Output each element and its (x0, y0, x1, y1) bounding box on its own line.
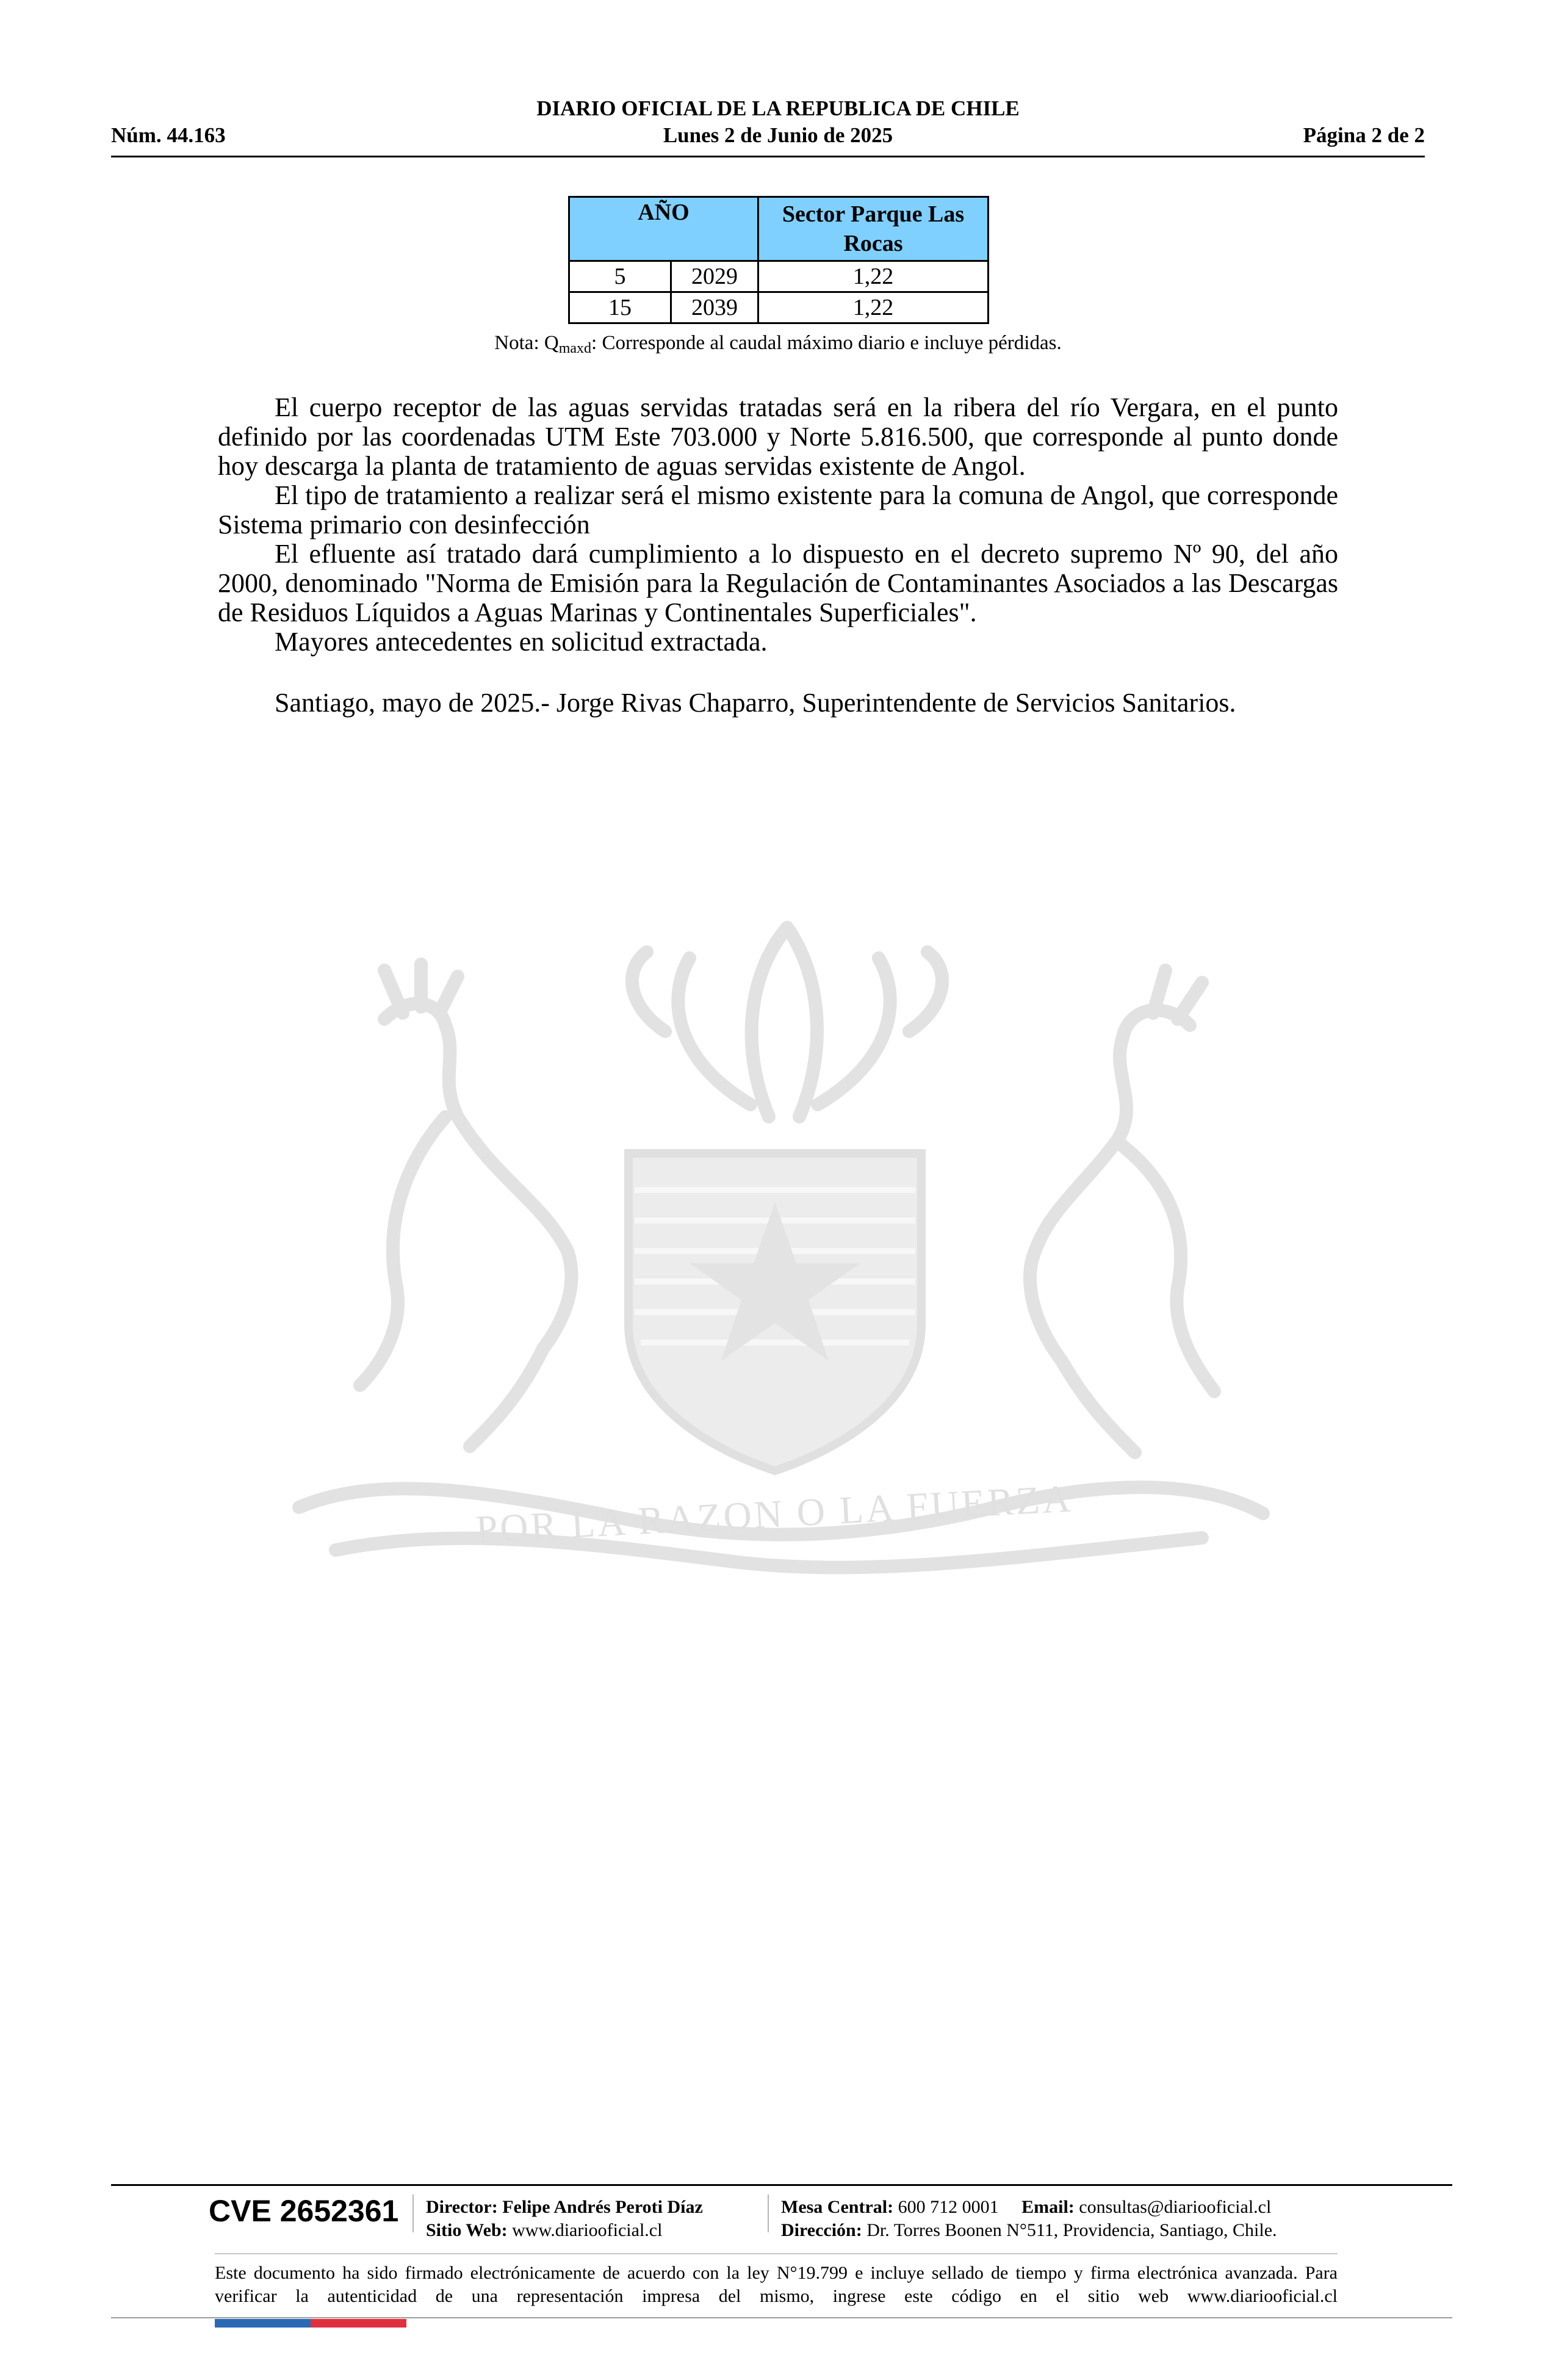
signature-line: Santiago, mayo de 2025.- Jorge Rivas Chaparro, Superintendente de Servicios Sanitarios. (275, 688, 1236, 718)
mesa-label: Mesa Central: (781, 2197, 894, 2217)
header-divider (111, 156, 1425, 157)
email-link[interactable]: consultas@diariooficial.cl (1079, 2197, 1272, 2217)
table-cell-year: 2029 (671, 261, 758, 292)
paragraph-treatment-type: El tipo de tratamiento a realizar será el mismo existente para la comuna de Angol, que corresponde Sistema primario con desinfección (218, 480, 1338, 539)
coat-of-arms-watermark (201, 860, 1349, 1666)
table-header-year: AÑO (569, 197, 758, 261)
table-cell-n: 15 (569, 292, 671, 323)
footer-separator (412, 2194, 414, 2232)
table-header-sector: Sector Parque Las Rocas (758, 197, 989, 261)
newspaper-title: DIARIO OFICIAL DE LA REPUBLICA DE CHILE (536, 96, 1020, 120)
paragraph-more-info: Mayores antecedentes en solicitud extractada. (275, 627, 768, 657)
table-header-row (569, 197, 989, 261)
paragraph-receiving-body: El cuerpo receptor de las aguas servidas tratadas será en la ribera del río Vergara, en el punto definido por las coordenadas UTM Este 703.000 y Norte 5.816.500, que corresponde al punto donde hoy descarga la planta de tratamiento de aguas servidas existente de Angol. (218, 392, 1338, 481)
email-label: Email: (1021, 2197, 1075, 2217)
paragraph-effluent-norm: El efluente así tratado dará cumplimiento a lo dispuesto en el decreto supremo Nº 90, del año 2000, denominado "Norma de Emisión para la Regulación de Contaminantes Asociados a las Descargas de Residuos Líquidos a Aguas Marinas y Continentales Superficiales". (218, 539, 1338, 627)
footer-separator (768, 2194, 769, 2232)
table-cell-year: 2039 (671, 292, 758, 323)
coat-of-arms-motto: POR LA RAZON O LA FUERZA (474, 1476, 1074, 1551)
director-name: Felipe Andrés Peroti Díaz (502, 2197, 703, 2217)
note-text: : Corresponde al caudal máximo diario e incluye pérdidas. (591, 332, 1062, 354)
footer-divider-bottom (111, 2317, 1452, 2318)
mesa-phone: 600 712 0001 (898, 2197, 999, 2217)
note-prefix: Nota: Q (494, 332, 559, 354)
table-row (569, 261, 989, 292)
issue-number: Núm. 44.163 (111, 123, 226, 147)
table-cell-value: 1,22 (758, 292, 989, 323)
director-label: Director: (426, 2197, 498, 2217)
website-link[interactable]: www.diariooficial.cl (512, 2220, 663, 2240)
address-value: Dr. Torres Boonen N°511, Providencia, Santiago, Chile. (866, 2220, 1277, 2240)
footer-director-block (426, 2196, 703, 2242)
issue-date: Lunes 2 de Junio de 2025 (663, 123, 893, 147)
table-row (569, 292, 989, 323)
footer-divider-top (111, 2184, 1452, 2186)
footer-divider-mid (215, 2253, 1338, 2254)
page-indicator: Página 2 de 2 (1303, 123, 1425, 147)
address-label: Dirección: (781, 2220, 862, 2240)
flag-stripe-red (311, 2319, 406, 2328)
footer-contact-block (781, 2196, 1277, 2242)
flow-table (568, 196, 989, 324)
footer-legal-notice: Este documento ha sido firmado electrónicamente de acuerdo con la ley N°19.799 e incluye sellado de tiempo y firma electrónica avanzada. Para verificar la autenticidad de una representación impresa del mismo, ingrese este código en el sitio web www.diariooficial.cl (215, 2263, 1338, 2306)
flag-stripe-blue (215, 2319, 311, 2328)
table-cell-value: 1,22 (758, 261, 989, 292)
table-note (0, 332, 1556, 357)
website-label: Sitio Web: (426, 2220, 508, 2240)
note-subscript: maxd (558, 341, 592, 356)
article-body (218, 393, 1338, 718)
table-cell-n: 5 (569, 261, 671, 292)
cve-code: CVE 2652361 (209, 2194, 399, 2228)
